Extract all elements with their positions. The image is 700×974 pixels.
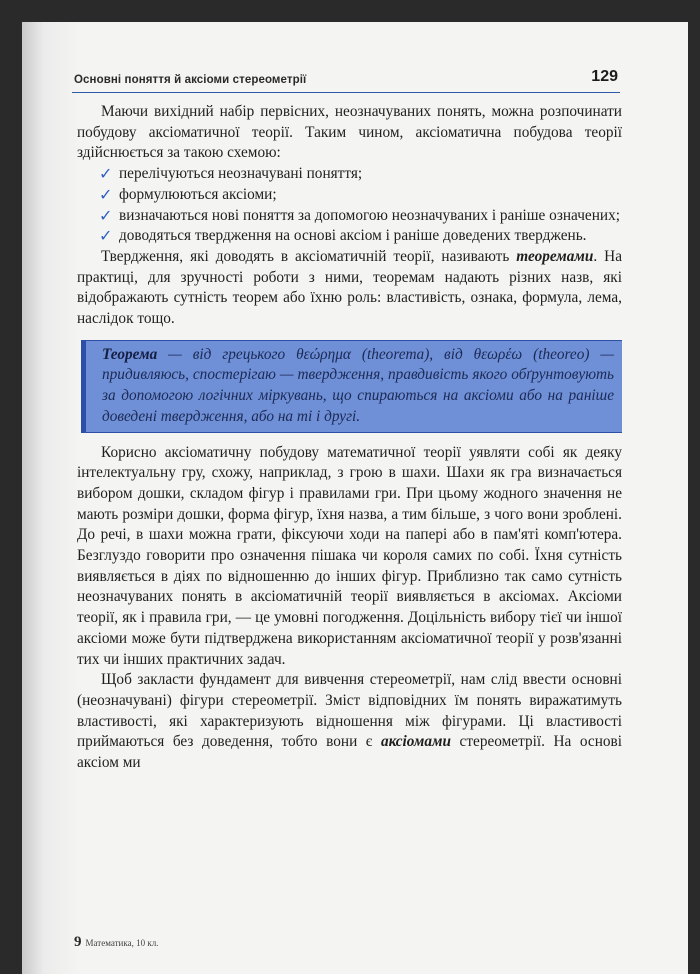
- game-analogy-paragraph: Корисно аксіоматичну побудову математичної теорії уявляти собі як деяку інтелектуальну гру, схожу, наприклад, з грою в шахи. Шахи як гра визначається вибором дошки, складом фігур і правилами гри. При цьому жодного значення не мають розміри дошки, форма фігур, їхня назва, а тим більше, з чого вони зроблені. До речі, в шахи можна грати, фіксуючи ходи на папері або в пам'яті комп'ютера. Безглуздо говорити про означення пішака чи короля самих по собі. Їхня сутність виявляється в діях по відношенню до інших фігур. Приблизно так само сутність неозначуваних понять в аксіоматичній теорії виявляється в аксіомах. Аксіоми теорії, як і правила гри, — це умовні погодження. Доцільність вибору тієї чи іншої аксіоми може бути підтверджена використанням аксіоматичної теорії у розв'язанні тих чи інших практичних задач.: [77, 443, 622, 668]
- list-item-text: визначаються нові поняття за допомогою неозначуваних і раніше означених;: [119, 206, 620, 224]
- book-page: [22, 22, 688, 974]
- list-item: [77, 185, 622, 206]
- checkmark-icon: ✓: [99, 205, 113, 225]
- axiomatic-scheme-list: [77, 164, 622, 247]
- definition-term: Теорема: [102, 345, 158, 363]
- checkmark-icon: ✓: [99, 226, 113, 246]
- list-item: [77, 226, 622, 247]
- definition-text: — від грецького θεώρημα (theorema), від θεωρέω (theoreo) — придивляюсь, спостерігаю — твердження, правдивість якого обґрунтовують за допомогою логічних міркувань, що спираються на аксіоми або на раніше доведені твердження, або на ті і другі.: [102, 345, 614, 425]
- checkmark-icon: ✓: [99, 184, 113, 204]
- checkmark-icon: ✓: [99, 164, 113, 184]
- list-item-text: доводяться твердження на основі аксіом і раніше доведених тверджень.: [119, 227, 587, 245]
- theorems-text-before: Твердження, які доводять в аксіоматичній теорії, називають: [101, 247, 510, 265]
- intro-paragraph: Маючи вихідний набір первісних, неозначуваних понять, можна розпочинати побудову аксіоматичної теорії. Таким чином, аксіоматична побудова теорії здійснюється за такою схемою:: [77, 103, 622, 162]
- page-footer: [74, 934, 158, 951]
- page-header: [72, 66, 620, 93]
- list-item-text: перелічуються неозначувані поняття;: [119, 165, 363, 183]
- theorems-term: теоремами: [516, 247, 594, 265]
- foundation-text-before: Щоб закласти фундамент для вивчення стереометрії, нам слід ввести основні (неозначувані) фігури стереометрії. Зміст відповідних їм понять виражатимуть властивості, які характеризують відношення між фігурами. Ці властивості приймаються без доведення, тобто вони є: [77, 671, 622, 751]
- theorems-paragraph: [77, 247, 622, 330]
- list-item-text: формулюються аксіоми;: [119, 185, 277, 203]
- foundation-paragraph: [77, 670, 622, 774]
- page-number: 129: [591, 68, 618, 85]
- page-body: [77, 102, 622, 774]
- list-item: [77, 206, 622, 227]
- theorems-text-after: . На практиці, для зручності роботи з ними, теоремам надають різних назв, які відображають сутність теорем або їхню роль: властивість, ознака, формула, лема, наслідок тощо.: [77, 247, 622, 328]
- running-title: Основні поняття й аксіоми стереометрії: [74, 74, 307, 86]
- foundation-text-after: стереометрії. На основі аксіом ми: [77, 733, 623, 772]
- signature-text: Математика, 10 кл.: [85, 938, 159, 948]
- list-item: [77, 164, 622, 185]
- theorem-definition-box: [81, 340, 622, 433]
- foundation-term: аксіомами: [380, 733, 451, 751]
- signature-number: 9: [74, 934, 82, 950]
